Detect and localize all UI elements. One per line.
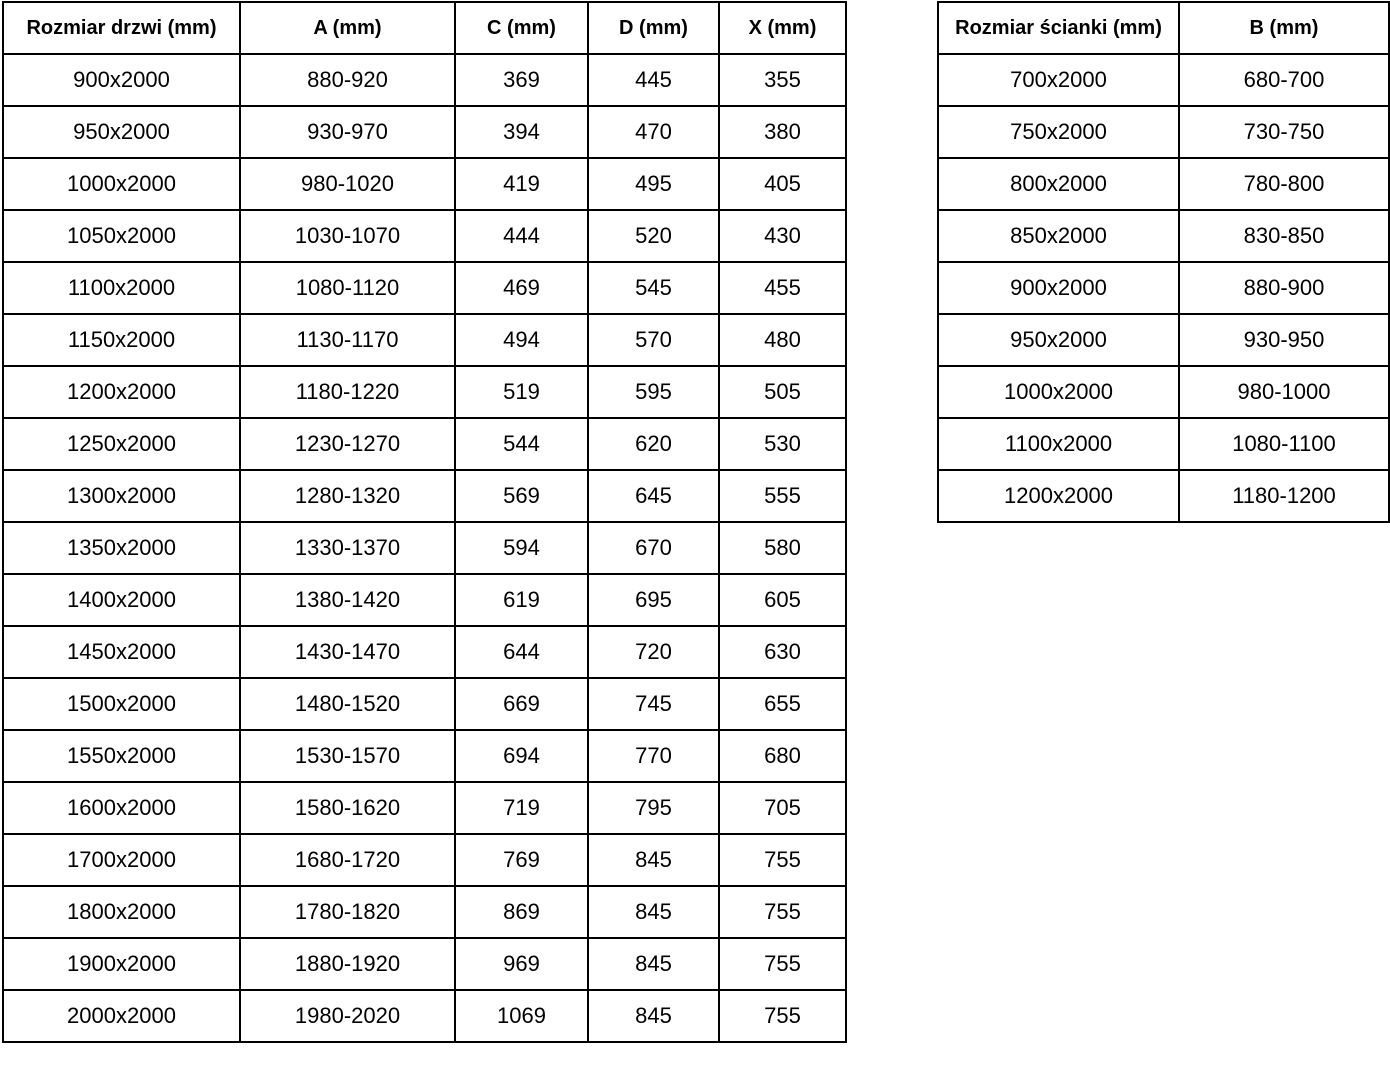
table-cell: 700x2000: [938, 54, 1179, 106]
table-cell: 930-970: [240, 106, 455, 158]
table-row: [3, 626, 846, 678]
table-header-row: [3, 2, 846, 54]
table-cell: 1000x2000: [938, 366, 1179, 418]
table-cell: 594: [455, 522, 588, 574]
table-cell: 1400x2000: [3, 574, 240, 626]
table-cell: 1900x2000: [3, 938, 240, 990]
wall-size-table: [937, 1, 1390, 523]
table-row: [938, 54, 1389, 106]
column-header: C (mm): [455, 2, 588, 54]
table-row: [3, 54, 846, 106]
table-cell: 355: [719, 54, 846, 106]
table-cell: 845: [588, 886, 719, 938]
table-cell: 880-920: [240, 54, 455, 106]
table-row: [3, 938, 846, 990]
table-cell: 2000x2000: [3, 990, 240, 1042]
table-cell: 620: [588, 418, 719, 470]
table-cell: 1250x2000: [3, 418, 240, 470]
column-header: Rozmiar ścianki (mm): [938, 2, 1179, 54]
table-cell: 1600x2000: [3, 782, 240, 834]
table-cell: 519: [455, 366, 588, 418]
table-cell: 1100x2000: [938, 418, 1179, 470]
table-cell: 1780-1820: [240, 886, 455, 938]
table-cell: 1200x2000: [938, 470, 1179, 522]
table-cell: 695: [588, 574, 719, 626]
table-cell: 670: [588, 522, 719, 574]
table-cell: 755: [719, 938, 846, 990]
table-cell: 950x2000: [3, 106, 240, 158]
table-cell: 969: [455, 938, 588, 990]
table-cell: 394: [455, 106, 588, 158]
table-cell: 680-700: [1179, 54, 1389, 106]
table-cell: 680: [719, 730, 846, 782]
table-cell: 830-850: [1179, 210, 1389, 262]
table-cell: 845: [588, 834, 719, 886]
table-row: [938, 314, 1389, 366]
table-row: [3, 210, 846, 262]
table-row: [3, 730, 846, 782]
table-cell: 694: [455, 730, 588, 782]
table-cell: 869: [455, 886, 588, 938]
table-cell: 1080-1120: [240, 262, 455, 314]
table-row: [3, 418, 846, 470]
table-cell: 469: [455, 262, 588, 314]
table-cell: 1330-1370: [240, 522, 455, 574]
table-cell: 1200x2000: [3, 366, 240, 418]
table-cell: 1880-1920: [240, 938, 455, 990]
table-cell: 980-1020: [240, 158, 455, 210]
table-row: [938, 106, 1389, 158]
table-cell: 1280-1320: [240, 470, 455, 522]
table-cell: 470: [588, 106, 719, 158]
table-cell: 1480-1520: [240, 678, 455, 730]
table-row: [938, 262, 1389, 314]
table-cell: 545: [588, 262, 719, 314]
table-row: [3, 106, 846, 158]
table-cell: 480: [719, 314, 846, 366]
table-cell: 380: [719, 106, 846, 158]
table-cell: 619: [455, 574, 588, 626]
table-row: [3, 834, 846, 886]
table-cell: 444: [455, 210, 588, 262]
table-cell: 1500x2000: [3, 678, 240, 730]
table-cell: 1350x2000: [3, 522, 240, 574]
table-row: [3, 470, 846, 522]
table-cell: 570: [588, 314, 719, 366]
table-cell: 544: [455, 418, 588, 470]
table-cell: 1300x2000: [3, 470, 240, 522]
table-row: [3, 314, 846, 366]
table-cell: 630: [719, 626, 846, 678]
table-cell: 405: [719, 158, 846, 210]
table-row: [3, 366, 846, 418]
table-cell: 1180-1220: [240, 366, 455, 418]
table-cell: 755: [719, 886, 846, 938]
table-cell: 495: [588, 158, 719, 210]
column-header: B (mm): [1179, 2, 1389, 54]
table-cell: 880-900: [1179, 262, 1389, 314]
table-row: [3, 990, 846, 1042]
table-cell: 655: [719, 678, 846, 730]
table-row: [938, 158, 1389, 210]
table-cell: 795: [588, 782, 719, 834]
table-cell: 1130-1170: [240, 314, 455, 366]
table-cell: 755: [719, 990, 846, 1042]
table-cell: 980-1000: [1179, 366, 1389, 418]
table-row: [3, 158, 846, 210]
table-cell: 520: [588, 210, 719, 262]
table-cell: 644: [455, 626, 588, 678]
table-cell: 900x2000: [938, 262, 1179, 314]
table-cell: 1230-1270: [240, 418, 455, 470]
table-cell: 1680-1720: [240, 834, 455, 886]
table-row: [3, 522, 846, 574]
table-cell: 555: [719, 470, 846, 522]
table-cell: 595: [588, 366, 719, 418]
table-cell: 800x2000: [938, 158, 1179, 210]
table-cell: 770: [588, 730, 719, 782]
table-row: [938, 366, 1389, 418]
table-row: [3, 782, 846, 834]
table-cell: 669: [455, 678, 588, 730]
table-cell: 1800x2000: [3, 886, 240, 938]
table-cell: 455: [719, 262, 846, 314]
table-cell: 1100x2000: [3, 262, 240, 314]
table-cell: 1580-1620: [240, 782, 455, 834]
column-header: Rozmiar drzwi (mm): [3, 2, 240, 54]
table-cell: 730-750: [1179, 106, 1389, 158]
table-cell: 1430-1470: [240, 626, 455, 678]
table-cell: 605: [719, 574, 846, 626]
table-cell: 750x2000: [938, 106, 1179, 158]
table-cell: 845: [588, 990, 719, 1042]
table-cell: 1150x2000: [3, 314, 240, 366]
table-cell: 1030-1070: [240, 210, 455, 262]
table-cell: 755: [719, 834, 846, 886]
table-cell: 1700x2000: [3, 834, 240, 886]
table-cell: 930-950: [1179, 314, 1389, 366]
table-cell: 1080-1100: [1179, 418, 1389, 470]
table-cell: 580: [719, 522, 846, 574]
table-cell: 1980-2020: [240, 990, 455, 1042]
table-cell: 900x2000: [3, 54, 240, 106]
column-header: A (mm): [240, 2, 455, 54]
table-row: [3, 678, 846, 730]
table-cell: 745: [588, 678, 719, 730]
table-cell: 720: [588, 626, 719, 678]
table-row: [3, 574, 846, 626]
table-cell: 780-800: [1179, 158, 1389, 210]
table-row: [938, 470, 1389, 522]
table-cell: 1180-1200: [1179, 470, 1389, 522]
table-cell: 1050x2000: [3, 210, 240, 262]
table-cell: 1380-1420: [240, 574, 455, 626]
table-row: [938, 210, 1389, 262]
table-cell: 719: [455, 782, 588, 834]
table-cell: 494: [455, 314, 588, 366]
table-cell: 950x2000: [938, 314, 1179, 366]
table-cell: 530: [719, 418, 846, 470]
table-row: [3, 262, 846, 314]
table-row: [3, 886, 846, 938]
table-cell: 445: [588, 54, 719, 106]
table-cell: 705: [719, 782, 846, 834]
table-cell: 1069: [455, 990, 588, 1042]
table-row: [938, 418, 1389, 470]
table-header-row: [938, 2, 1389, 54]
table-cell: 845: [588, 938, 719, 990]
table-cell: 1530-1570: [240, 730, 455, 782]
table-cell: 430: [719, 210, 846, 262]
column-header: X (mm): [719, 2, 846, 54]
table-cell: 1450x2000: [3, 626, 240, 678]
table-cell: 1550x2000: [3, 730, 240, 782]
column-header: D (mm): [588, 2, 719, 54]
table-cell: 505: [719, 366, 846, 418]
table-cell: 769: [455, 834, 588, 886]
table-cell: 419: [455, 158, 588, 210]
table-cell: 850x2000: [938, 210, 1179, 262]
table-cell: 569: [455, 470, 588, 522]
table-cell: 1000x2000: [3, 158, 240, 210]
table-cell: 645: [588, 470, 719, 522]
table-cell: 369: [455, 54, 588, 106]
door-size-table: [2, 1, 847, 1043]
